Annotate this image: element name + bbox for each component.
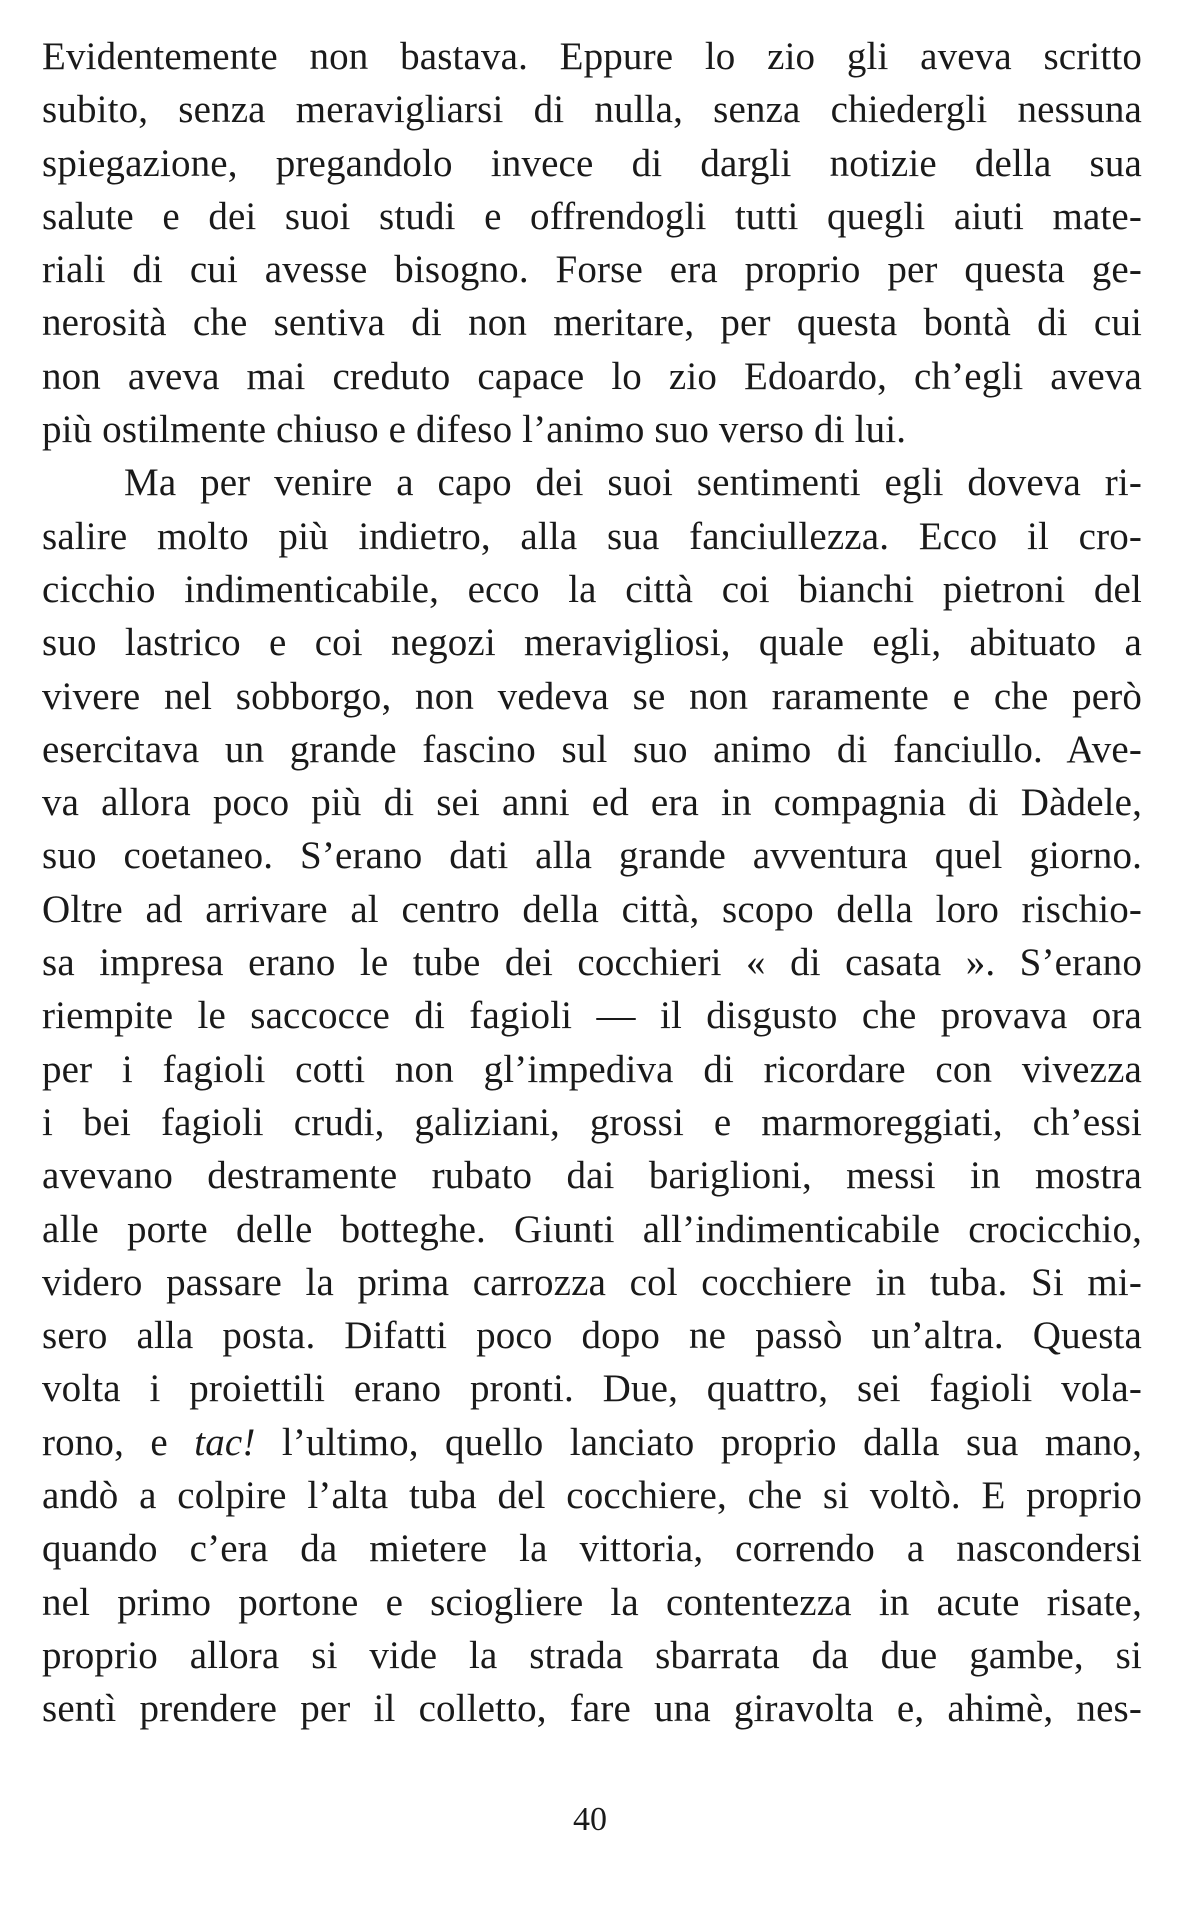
- text-line-with-italic: [42, 1416, 1142, 1469]
- line-segment: l’ultimo, quello lanciato proprio dalla sua mano,: [255, 1420, 1142, 1464]
- text-line: salute e dei suoi studi e offrendogli tutti quegli aiuti mate-: [42, 194, 1142, 238]
- text-line: i bei fagioli crudi, galiziani, grossi e marmoreggiati, ch’essi: [42, 1100, 1142, 1144]
- text-line: suo lastrico e coi negozi meravigliosi, quale egli, abituato a: [42, 621, 1142, 665]
- text-line: per i fagioli cotti non gl’impediva di ricordare con vivezza: [42, 1047, 1142, 1091]
- text-line: suo coetaneo. S’erano dati alla grande avventura quel giorno.: [42, 834, 1142, 878]
- text-line: nerosità che sentiva di non meritare, per questa bontà di cui: [42, 301, 1142, 345]
- text-line: Evidentemente non bastava. Eppure lo zio gli aveva scritto: [42, 35, 1142, 78]
- text-line: sa impresa erano le tube dei cocchieri « di casata ». S’erano: [42, 941, 1142, 985]
- text-line: riempite le saccocce di fagioli — il disgusto che provava ora: [42, 994, 1142, 1038]
- page-number: 40: [573, 1801, 607, 1838]
- text-line: nel primo portone e sciogliere la contentezza in acute risate,: [42, 1580, 1142, 1624]
- text-line: sero alla posta. Difatti poco dopo ne passò un’altra. Questa: [42, 1314, 1142, 1358]
- text-line: andò a colpire l’alta tuba del cocchiere, che si voltò. E proprio: [42, 1474, 1142, 1518]
- text-line: avevano destramente rubato dai bariglioni, messi in mostra: [42, 1154, 1142, 1198]
- text-line: sentì prendere per il colletto, fare una giravolta e, ahimè, nes-: [42, 1687, 1142, 1731]
- text-line: subito, senza meravigliarsi di nulla, senza chiedergli nessuna: [42, 88, 1142, 132]
- text-line: salire molto più indietro, alla sua fanciullezza. Ecco il cro-: [42, 514, 1142, 558]
- text-line: non aveva mai creduto capace lo zio Edoardo, ch’egli aveva: [42, 354, 1142, 398]
- text-line: cicchio indimenticabile, ecco la città coi bianchi pietroni del: [42, 567, 1142, 611]
- italic-word: tac!: [194, 1420, 256, 1464]
- text-line: va allora poco più di sei anni ed era in compagnia di Dàdele,: [42, 781, 1142, 825]
- text-line: volta i proiettili erano pronti. Due, quattro, sei fagioli vola-: [42, 1367, 1142, 1411]
- text-line: spiegazione, pregandolo invece di dargli notizie della sua: [42, 141, 1142, 185]
- text-line: quando c’era da mietere la vittoria, correndo a nascondersi: [42, 1527, 1142, 1571]
- text-line: esercitava un grande fascino sul suo animo di fanciullo. Ave-: [42, 727, 1142, 771]
- text-line: proprio allora si vide la strada sbarrata da due gambe, si: [42, 1633, 1142, 1677]
- text-line: Oltre ad arrivare al centro della città, scopo della loro rischio-: [42, 887, 1142, 931]
- text-line: alle porte delle botteghe. Giunti all’indimenticabile crocicchio,: [42, 1207, 1142, 1251]
- paragraph-start-line: Ma per venire a capo dei suoi sentimenti egli doveva ri-: [124, 461, 1142, 505]
- paragraph-end-line: più ostilmente chiuso e difeso l’animo suo verso di lui.: [42, 408, 907, 452]
- text-line: vivere nel sobborgo, non vedeva se non raramente e che però: [42, 674, 1142, 718]
- text-line: riali di cui avesse bisogno. Forse era proprio per questa ge-: [42, 248, 1142, 292]
- body-text: [42, 30, 1142, 1736]
- line-segment: rono, e: [42, 1420, 195, 1464]
- text-line: videro passare la prima carrozza col cocchiere in tuba. Si mi-: [42, 1260, 1142, 1304]
